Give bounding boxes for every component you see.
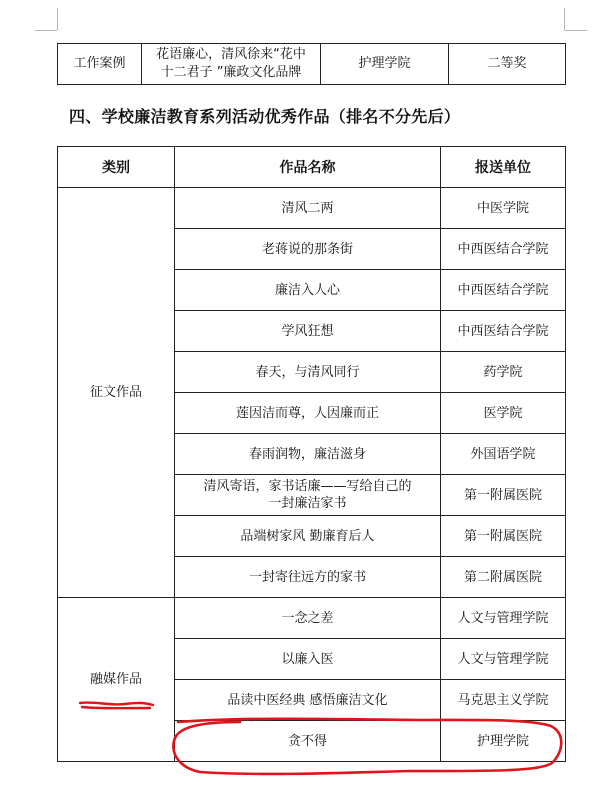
work-title: 品读中医经典 感悟廉洁文化	[175, 680, 441, 721]
work-unit: 人文与管理学院	[441, 639, 566, 680]
work-title: 春天，与清风同行	[175, 352, 441, 393]
award-category-cell: 工作案例	[58, 44, 142, 85]
work-unit: 中医学院	[441, 188, 566, 229]
work-title: 学风狂想	[175, 311, 441, 352]
work-unit: 马克思主义学院	[441, 680, 566, 721]
page-corner-mark-left-v	[57, 8, 58, 30]
work-title	[175, 475, 441, 516]
work-unit: 第一附属医院	[441, 516, 566, 557]
work-unit: 外国语学院	[441, 434, 566, 475]
header-title: 作品名称	[175, 147, 441, 188]
work-title: 老蒋说的那条街	[175, 229, 441, 270]
work-unit: 中西医结合学院	[441, 270, 566, 311]
work-title: 以廉入医	[175, 639, 441, 680]
award-title-line: 花语廉心，清风徐来“花中	[156, 47, 306, 62]
work-unit: 人文与管理学院	[441, 598, 566, 639]
work-unit: 第一附属医院	[441, 475, 566, 516]
category-cell-essay: 征文作品	[58, 188, 175, 598]
work-unit: 第二附属医院	[441, 557, 566, 598]
works-table	[57, 146, 566, 762]
table-header-row	[58, 147, 566, 188]
award-unit-cell: 护理学院	[321, 44, 449, 85]
work-title: 春雨润物，廉洁滋身	[175, 434, 441, 475]
award-level-cell: 二等奖	[449, 44, 566, 85]
work-title: 清风二两	[175, 188, 441, 229]
work-title: 贪不得	[175, 721, 441, 762]
work-title-line: 一封廉洁家书	[268, 496, 347, 511]
table-row	[58, 188, 566, 229]
work-unit: 中西医结合学院	[441, 311, 566, 352]
award-title-cell	[142, 44, 321, 85]
category-cell-media: 融媒作品	[58, 598, 175, 762]
work-title: 莲因洁而尊，人因廉而正	[175, 393, 441, 434]
work-unit: 医学院	[441, 393, 566, 434]
work-title: 一念之差	[175, 598, 441, 639]
work-unit: 中西医结合学院	[441, 229, 566, 270]
work-title: 廉洁入人心	[175, 270, 441, 311]
work-title: 一封寄往远方的家书	[175, 557, 441, 598]
award-table	[57, 43, 566, 85]
work-title-line: 清风寄语，家书话廉——写给自己的	[203, 479, 412, 494]
table-row	[58, 44, 566, 85]
page-corner-mark-right-h	[565, 30, 587, 31]
section-heading: 四、学校廉洁教育系列活动优秀作品（排名不分先后）	[69, 107, 461, 126]
header-category: 类别	[58, 147, 175, 188]
work-unit: 护理学院	[441, 721, 566, 762]
award-title-line: 十二君子 ”廉政文化品牌	[160, 65, 302, 80]
work-title: 品端树家风 勤廉育后人	[175, 516, 441, 557]
work-unit: 药学院	[441, 352, 566, 393]
page-corner-mark-left-h	[35, 30, 57, 31]
page-corner-mark-right-v	[564, 8, 565, 30]
table-row	[58, 598, 566, 639]
header-unit: 报送单位	[441, 147, 566, 188]
